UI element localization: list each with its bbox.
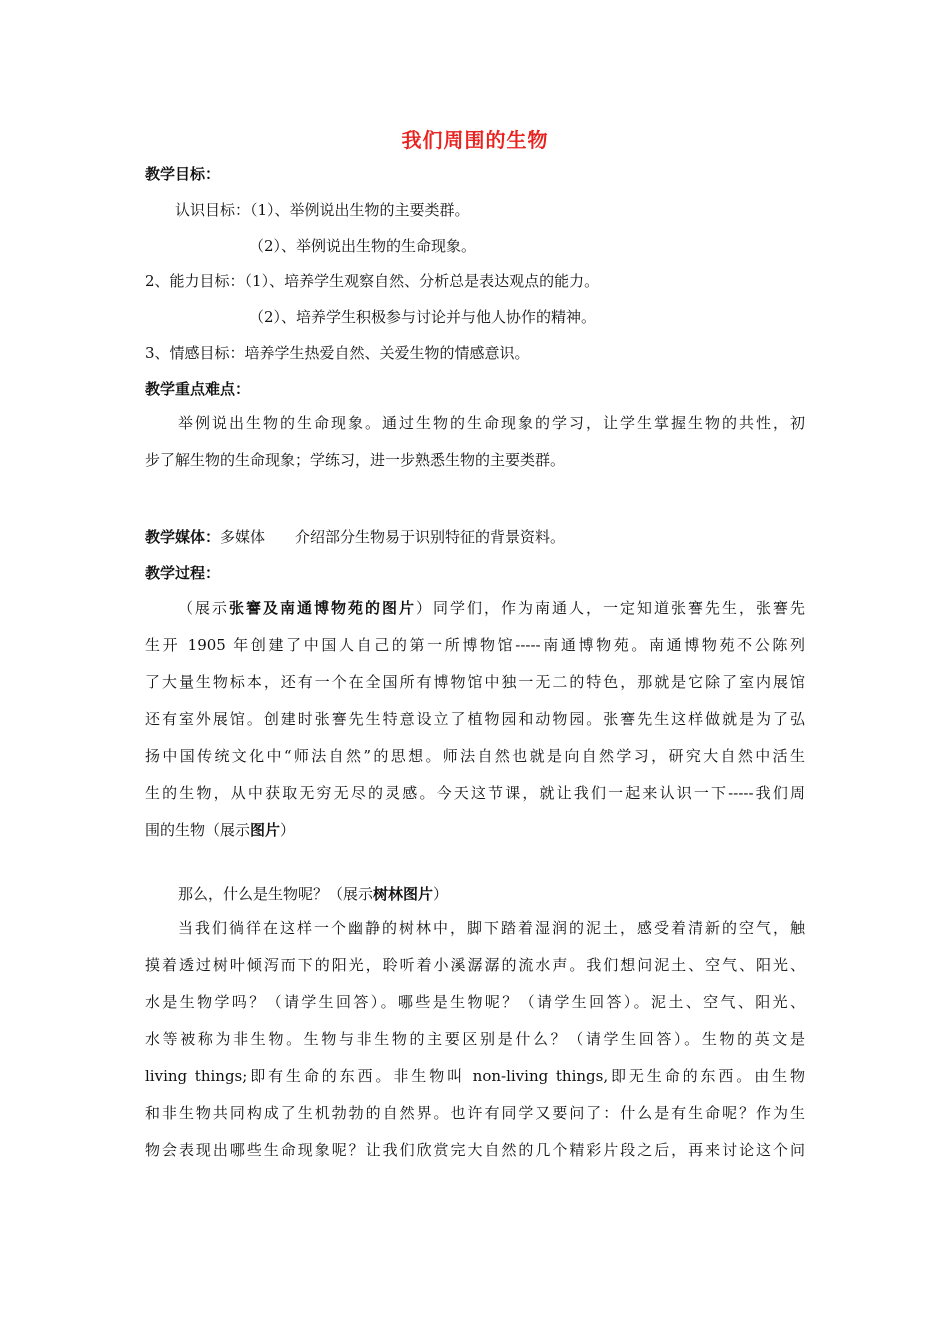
process-p3-line: 物会表现出哪些生命现象呢？让我们欣赏完大自然的几个精彩片段之后，再来讨论这个问 — [145, 1141, 805, 1159]
media-text: 多媒体 介绍部分生物易于识别特征的背景资料。 — [220, 528, 566, 546]
process-p1-line: 还有室外展馆。创建时张謇先生特意设立了植物园和动物园。张謇先生这样做就是为了弘 — [145, 710, 805, 728]
objective-ability-1: 2、能力目标：（1）、培养学生观察自然、分析总是表达观点的能力。 — [145, 272, 600, 290]
key-points-line: 步了解生物的生命现象；学练习，进一步熟悉生物的主要类群。 — [145, 451, 566, 469]
process-p3-line: 水是生物学吗？（请学生回答）。哪些是生物呢？（请学生回答）。泥土、空气、阳光、 — [145, 993, 805, 1011]
process-p1-line-1: （展示张謇及南通博物苑的图片）同学们，作为南通人，一定知道张謇先生，张謇先 — [178, 599, 805, 617]
key-points-line: 举例说出生物的生命现象。通过生物的生命现象的学习，让学生掌握生物的共性，初 — [178, 414, 805, 432]
key-points-heading: 教学重点难点： — [145, 380, 251, 398]
process-p1-line: 生的生物，从中获取无穷无尽的灵感。今天这节课，就让我们一起来认识一下-----我们周 — [145, 784, 805, 802]
objective-emotion: 3、情感目标：培养学生热爱自然、关爱生物的情感意识。 — [145, 344, 530, 362]
process-p3-line: living things;即有生命的东西。非生物叫 non-living things,即无生命的东西。由生物 — [145, 1067, 805, 1085]
media-line — [145, 527, 565, 547]
document-title: 我们周围的生物 — [401, 128, 549, 152]
process-p3-line: 水等被称为非生物。生物与非生物的主要区别是什么？（请学生回答）。生物的英文是 — [145, 1030, 805, 1048]
process-p1-line: 了大量生物标本，还有一个在全国所有博物馆中独一无二的特色，那就是它除了室内展馆 — [145, 673, 805, 691]
objective-cognitive-1: 认识目标：（1）、举例说出生物的主要类群。 — [175, 201, 470, 219]
objective-ability-2: （2）、培养学生积极参与讨论并与他人协作的精神。 — [249, 308, 597, 326]
objective-cognitive-2: （2）、举例说出生物的生命现象。 — [249, 237, 477, 255]
objectives-heading: 教学目标： — [145, 165, 221, 183]
process-p1-line: 扬中国传统文化中“师法自然”的思想。师法自然也就是向自然学习，研究大自然中活生 — [145, 747, 805, 765]
bold-image-caption: 张謇及南通博物苑的图片 — [229, 599, 416, 617]
bold-forest-image-label: 树林图片 — [373, 885, 434, 903]
process-p1-line: 生开 1905 年创建了中国人自己的第一所博物馆-----南通博物苑。南通博物苑不公陈列 — [145, 636, 805, 654]
bold-image-label: 图片 — [250, 821, 281, 839]
process-p1-last-line: 围的生物（展示图片） — [145, 821, 296, 839]
process-paragraph-1 — [145, 590, 805, 849]
media-heading: 教学媒体： — [145, 528, 221, 546]
key-points-paragraph — [145, 405, 805, 479]
process-heading: 教学过程： — [145, 564, 221, 582]
process-p3-line: 当我们徜徉在这样一个幽静的树林中，脚下踏着湿润的泥土，感受着清新的空气，触 — [178, 919, 805, 937]
process-p3-line: 和非生物共同构成了生机勃勃的自然界。也许有同学又要问了：什么是有生命呢？作为生 — [145, 1104, 805, 1122]
process-paragraph-2: 那么，什么是生物呢？（展示树林图片） — [178, 885, 449, 903]
process-p3-line: 摸着透过树叶倾泻而下的阳光，聆听着小溪潺潺的流水声。我们想问泥土、空气、阳光、 — [145, 956, 805, 974]
process-paragraph-3 — [145, 910, 805, 1169]
